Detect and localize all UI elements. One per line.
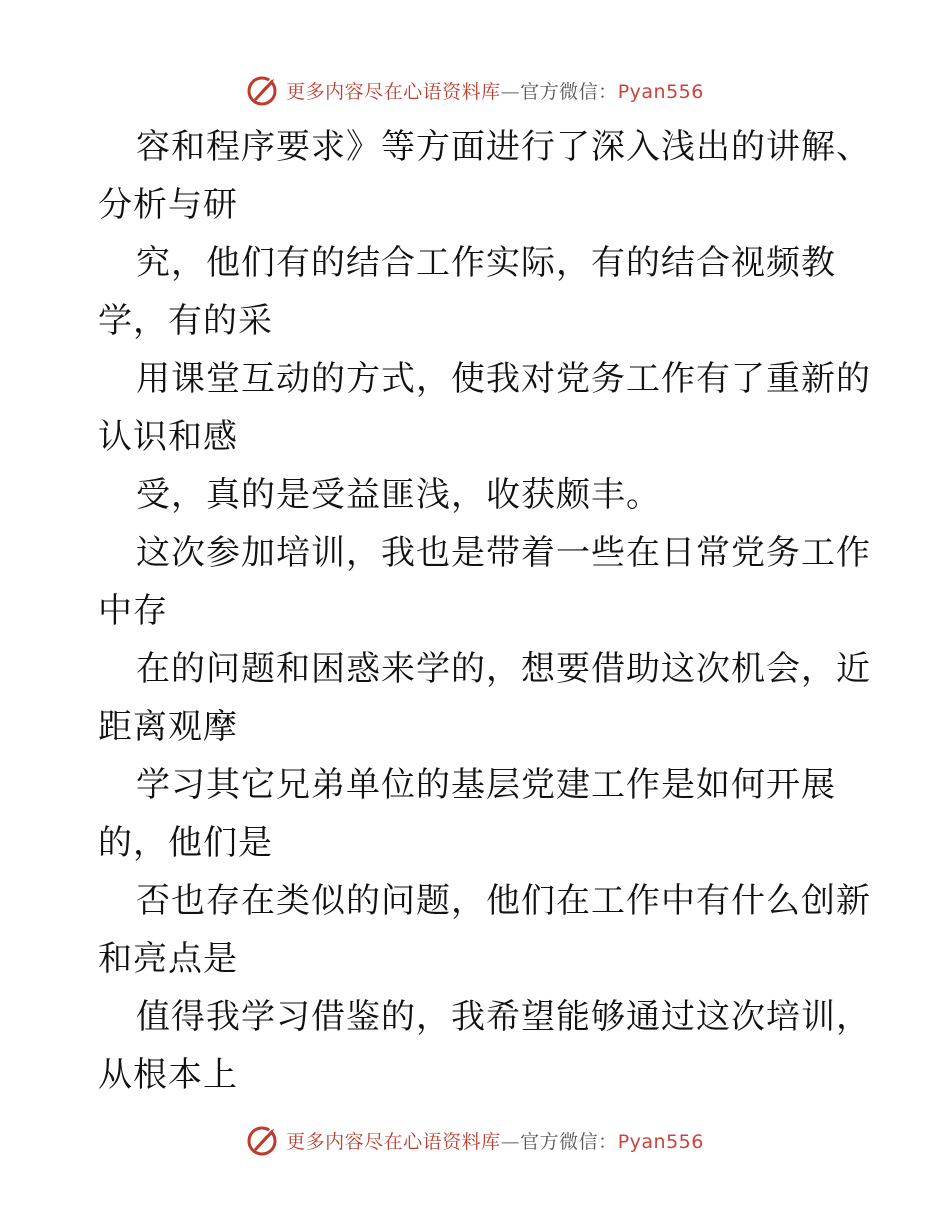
text-line: 受，真的是受益匪浅，收获颇丰。 xyxy=(136,475,661,515)
quill-pen-logo-icon xyxy=(246,1123,280,1157)
text-line: 容和程序要求》等方面进行了深入浅出的讲解、 xyxy=(136,127,871,167)
banner-title: 更多内容尽在心语资料库 xyxy=(286,1130,501,1153)
text-line: 距离观摩 xyxy=(98,707,238,747)
document-body xyxy=(98,118,871,1104)
banner-text xyxy=(286,77,704,104)
banner-wechat-label: 官方微信： xyxy=(520,80,618,103)
quill-pen-logo-icon xyxy=(246,73,280,107)
header-banner xyxy=(0,70,950,110)
banner-wechat-id: Pyan556 xyxy=(617,80,704,103)
text-line: 中存 xyxy=(98,591,168,631)
banner-separator: — xyxy=(500,1130,521,1153)
banner-wechat-label: 官方微信： xyxy=(520,1130,618,1153)
text-line: 学习其它兄弟单位的基层党建工作是如何开展 xyxy=(136,765,836,805)
text-line: 值得我学习借鉴的，我希望能够通过这次培训， xyxy=(136,997,871,1037)
text-line: 这次参加培训，我也是带着一些在日常党务工作 xyxy=(136,533,871,573)
banner-text xyxy=(286,1127,704,1154)
footer-banner xyxy=(0,1120,950,1160)
text-line: 学，有的采 xyxy=(98,301,273,341)
text-line: 否也存在类似的问题，他们在工作中有什么创新 xyxy=(136,881,871,921)
text-line: 用课堂互动的方式，使我对党务工作有了重新的 xyxy=(136,359,871,399)
text-line: 认识和感 xyxy=(98,417,238,457)
text-line: 分析与研 xyxy=(98,185,238,225)
text-line: 和亮点是 xyxy=(98,939,238,979)
banner-wechat-id: Pyan556 xyxy=(617,1130,704,1153)
text-line: 的，他们是 xyxy=(98,823,273,863)
banner-separator: — xyxy=(500,80,521,103)
text-line: 究，他们有的结合工作实际，有的结合视频教 xyxy=(136,243,836,283)
text-line: 从根本上 xyxy=(98,1055,238,1095)
banner-title: 更多内容尽在心语资料库 xyxy=(286,80,501,103)
text-line: 在的问题和困惑来学的，想要借助这次机会，近 xyxy=(136,649,871,689)
